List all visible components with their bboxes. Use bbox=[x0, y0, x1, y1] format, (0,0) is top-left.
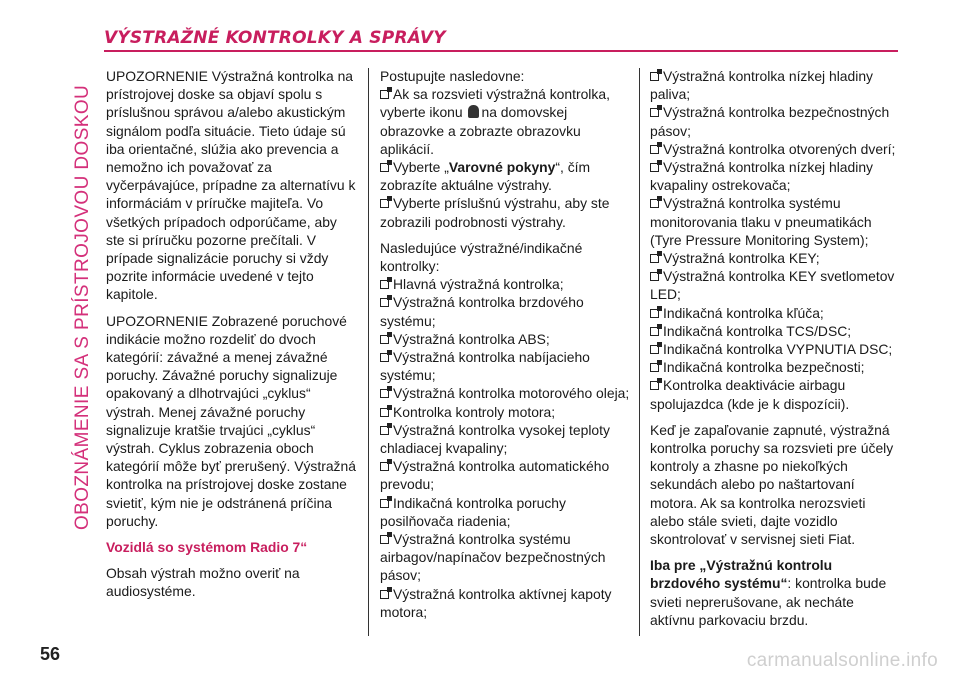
checkbox-bullet-icon bbox=[650, 272, 659, 281]
checkbox-bullet-icon bbox=[650, 163, 659, 172]
list-item: Výstražná kontrolka nízkej hladiny paliva; bbox=[650, 68, 874, 103]
list-item: Výstražná kontrolka aktívnej kapoty motora; bbox=[380, 585, 612, 620]
checkbox-bullet-icon bbox=[380, 335, 389, 344]
checkbox-bullet-icon bbox=[380, 280, 389, 289]
apps-home-icon bbox=[468, 105, 479, 118]
list-item: Výstražná kontrolka KEY; bbox=[650, 249, 900, 267]
list-item: Indikačná kontrolka TCS/DSC; bbox=[650, 322, 900, 340]
side-chapter-title: OBOZNÁMENIE SA S PRÍSTROJOVOU DOSKOU bbox=[72, 84, 93, 530]
column-divider bbox=[639, 68, 640, 636]
watermark: carmanualsonline.info bbox=[746, 650, 938, 671]
checkbox-bullet-icon bbox=[380, 353, 389, 362]
list-item: Výstražná kontrolka motorového oleja; bbox=[380, 384, 630, 402]
indicator-list bbox=[650, 67, 900, 413]
list-item: Výstražná kontrolka systému monitorovania tlaku v pneumatikách (Tyre Pressure Monitoring System); bbox=[650, 195, 872, 248]
paragraph: Keď je zapaľovanie zapnuté, výstražná kontrolka poruchy sa rozsvieti pre účely kontroly a zhasne po niekoľkých sekundách alebo po naštartovaní motora. Ak sa kontrolka nerozsvieti alebo stále svieti, dajte vozidlo skontrolovať v servisnej sieti Fiat. bbox=[650, 421, 894, 548]
list-item: Indikačná kontrolka bezpečnosti; bbox=[650, 358, 900, 376]
list-item: Hlavná výstražná kontrolka; bbox=[380, 275, 630, 293]
warning-paragraph: UPOZORNENIE Zobrazené poruchové indikácie možno rozdeliť do dvoch kategórií: závažné a menej závažné poruchy. Závažné poruchy signalizuje opakovaný a dlhotrvajúci „cyklus“ výstrah. Menej závažné poruchy signalizuje kratšie trvajúci „cyklus“ výstrah. Cyklus zobrazenia oboch kategórií môže byť prerušený. Výstražná kontrolka na prístrojovej doske zostane svietiť, kým nie je odstránená príčina poruchy. bbox=[106, 312, 356, 529]
paragraph: Obsah výstrah možno overiť na audiosystéme. bbox=[106, 565, 300, 600]
list-item: Indikačná kontrolka VYPNUTIA DSC; bbox=[650, 340, 900, 358]
list-item: Kontrolka deaktivácie airbagu spolujazdca (kde je k dispozícii). bbox=[650, 377, 850, 412]
checkbox-bullet-icon bbox=[380, 389, 389, 398]
checkbox-bullet-icon bbox=[650, 199, 659, 208]
list-item: Kontrolka kontroly motora; bbox=[380, 403, 630, 421]
checkbox-bullet-icon bbox=[380, 163, 389, 172]
checkbox-bullet-icon bbox=[650, 327, 659, 336]
list-item: Výstražná kontrolka vysokej teploty chladiacej kvapaliny; bbox=[380, 421, 610, 457]
column-divider bbox=[368, 68, 369, 636]
checkbox-bullet-icon bbox=[650, 363, 659, 372]
checkbox-bullet-icon bbox=[650, 254, 659, 263]
checkbox-bullet-icon bbox=[380, 499, 389, 508]
list-item: Výstražná kontrolka otvorených dverí; bbox=[650, 140, 900, 158]
checkbox-bullet-icon bbox=[380, 535, 389, 544]
page-number: 56 bbox=[40, 644, 61, 664]
list-item: Výstražná kontrolka KEY svetlometov LED; bbox=[650, 268, 895, 303]
list-intro: Nasledujúce výstražné/indikačné kontrolky: bbox=[380, 239, 583, 275]
subheading: Vozidlá so systémom Radio 7“ bbox=[106, 539, 308, 556]
step-item: Vyberte „Varovné pokyny“, čím zobrazíte aktuálne výstrahy. bbox=[380, 159, 591, 194]
list-item: Výstražná kontrolka systému airbagov/napínačov bezpečnostných pásov; bbox=[380, 531, 606, 584]
step-item: Vyberte príslušnú výstrahu, aby ste zobrazili podrobnosti výstrahy. bbox=[380, 195, 610, 230]
list-item: Výstražná kontrolka nízkej hladiny kvapaliny ostrekovača; bbox=[650, 159, 874, 194]
warning-paragraph: UPOZORNENIE Výstražná kontrolka na prístrojovej doske sa objaví spolu s príslušnou správou a/alebo akustickým signálom podľa situácie. Tieto údaje sú iba orientačné, slúžia ako prevencia a nemožno ich považovať za vyčerpávajúce, prípadne za alternatívu k informáciám v príručke majiteľa. Vo všetkých prípadoch odporúčame, aby ste si príručku pozorne prečítali. V prípade signalizácie poruchy si vždy pozrite informácie uvedené v tejto kapitole. bbox=[106, 68, 356, 303]
checkbox-bullet-icon bbox=[380, 90, 389, 99]
indicator-list bbox=[380, 275, 630, 621]
step-item: Ak sa rozsvieti výstražná kontrolka, vyberte ikonu na domovskej obrazovke a zobrazte obrazovku aplikácií. bbox=[380, 86, 610, 157]
checkbox-bullet-icon bbox=[650, 108, 659, 117]
column-3 bbox=[650, 67, 900, 637]
intro-text: Postupujte nasledovne: bbox=[380, 68, 525, 84]
checkbox-bullet-icon bbox=[650, 345, 659, 354]
list-item: Výstražná kontrolka ABS; bbox=[380, 330, 630, 348]
checkbox-bullet-icon bbox=[380, 462, 389, 471]
checkbox-bullet-icon bbox=[650, 145, 659, 154]
checkbox-bullet-icon bbox=[380, 408, 389, 417]
column-1 bbox=[106, 67, 358, 609]
list-item: Výstražná kontrolka brzdového systému; bbox=[380, 294, 584, 329]
list-item: Výstražná kontrolka automatického prevodu; bbox=[380, 458, 610, 493]
list-item: Indikačná kontrolka kľúča; bbox=[650, 304, 900, 322]
checkbox-bullet-icon bbox=[650, 381, 659, 390]
checkbox-bullet-icon bbox=[380, 199, 389, 208]
list-item: Indikačná kontrolka poruchy posilňovača riadenia; bbox=[380, 494, 566, 529]
page-title: VÝSTRAŽNÉ KONTROLKY A SPRÁVY bbox=[104, 28, 446, 48]
list-item: Výstražná kontrolka nabíjacieho systému; bbox=[380, 349, 590, 384]
checkbox-bullet-icon bbox=[380, 298, 389, 307]
checkbox-bullet-icon bbox=[650, 309, 659, 318]
list-item: Výstražná kontrolka bezpečnostných pásov; bbox=[650, 104, 890, 139]
checkbox-bullet-icon bbox=[380, 590, 389, 599]
note: Iba pre „Výstražnú kontrolu brzdového systému“: kontrolka bude svieti neprerušovane, ak necháte aktívnu parkovaciu brzdu. bbox=[650, 557, 887, 628]
checkbox-bullet-icon bbox=[650, 72, 659, 81]
checkbox-bullet-icon bbox=[380, 426, 389, 435]
column-2 bbox=[380, 67, 630, 621]
title-rule bbox=[104, 50, 898, 52]
